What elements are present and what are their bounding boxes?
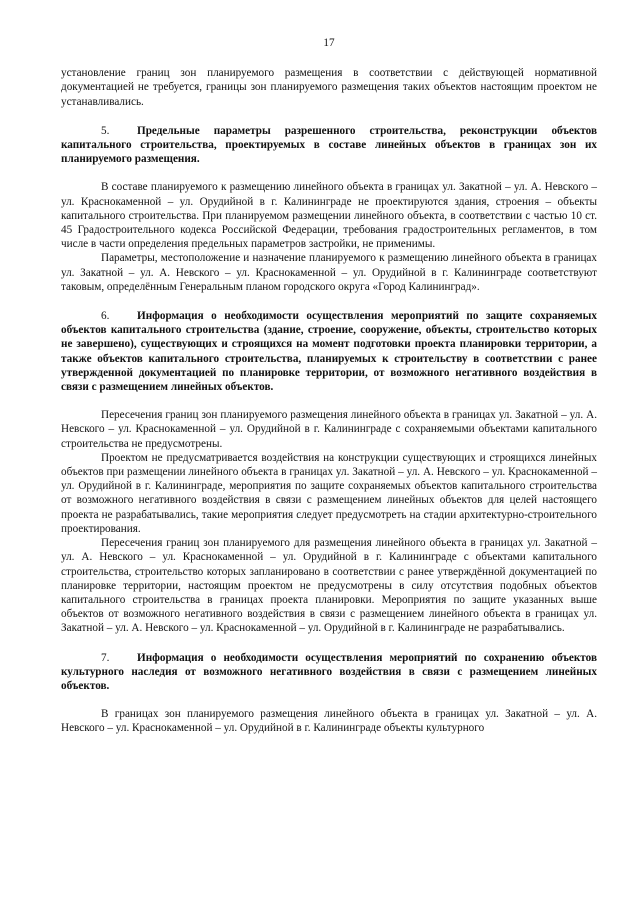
section-5-paragraph-1: В составе планируемого к размещению линейного объекта в границах ул. Закатной – ул. А. Невского – ул. Краснокаменной – ул. Орудийной в г. Калининграде не проектируются здания, строения – объекты капитального строительства. При планируемом размещении линейного объекта, в соответствии с частью 10 ст. 45 Градостроительного кодекса Российской Федерации, требования градостроительных регламентов, в том числе в части определения предельных параметров застройки, не применимы. — [61, 181, 597, 251]
section-5-paragraph-2: Параметры, местоположение и назначение планируемого к размещению линейного объекта в границах ул. Закатной – ул. А. Невского – ул. Краснокаменной – ул. Орудийной в г. Калининграде соответствуют таковым, определённым Генеральным планом городского округа «Город Калининград». — [61, 252, 597, 293]
section-6-paragraph-2: Проектом не предусматривается воздействия на конструкции существующих и строящихся линейных объектов при размещении линейного объекта в границах ул. Закатной – ул. А. Невского – ул. Краснокаменной – ул. Орудийной в г. Калининграде, мероприятия по защите сохраняемых объектов капитального строительства от возможного негативного воздействия в связи с размещением линейных объектов для целей настоящего проекта не разрабатывались, такие мероприятия следует предусмотреть на стадии архитектурно-строительного проектирования. — [61, 451, 597, 535]
section-6-heading — [61, 309, 597, 394]
page-number: 17 — [323, 37, 335, 49]
section-5-title: Предельные параметры разрешенного строительства, реконструкции объектов капитального строительства, проектируемых в составе линейных объектов в границах зон их планируемого размещения. — [61, 124, 597, 166]
intro-paragraph: установление границ зон планируемого размещения в соответствии с действующей нормативной документацией не требуется, границы зон планируемого размещения таких объектов настоящим проектом не устанавливались. — [61, 67, 597, 108]
section-5-heading — [61, 124, 597, 167]
section-7-title: Информация о необходимости осуществления мероприятий по сохранению объектов культурного наследия от возможного негативного воздействия в связи с размещением линейных объектов. — [61, 651, 597, 692]
section-6-paragraph-1: Пересечения границ зон планируемого размещения линейного объекта в границах ул. Закатной – ул. А. Невского – ул. Краснокаменной – ул. Орудийной в г. Калининграде с сохраняемыми объектами капитального строительства не предусмотрены. — [61, 409, 597, 450]
section-6-title: Информация о необходимости осуществления мероприятий по защите сохраняемых объектов капитального строительства (здание, строение, сооружение, объекты, строительство которых не завершено), существующих и строящихся на момент подготовки проекта планировки территории, а также объектов капитального строительства, планируемых к строительству в соответствии с ранее утвержденной документацией по планировке территории, от возможного негативного воздействия в связи с размещением линейных объектов. — [61, 310, 597, 394]
section-7-heading — [61, 651, 597, 694]
section-6-paragraph-3: Пересечения границ зон планируемого для размещения линейного объекта в границах ул. Закатной – ул. А. Невского – ул. Краснокаменной – ул. Орудийной в г. Калининграде с объектами капитального строительства, строительство которых запланировано в соответствии с ранее утверждённой документацией по планировке территории, настоящим проектом не предусмотрены в силу отсутствия подобных объектов капитального строительства в границах проекта планировки. Мероприятия по защите указанных выше объектов от возможного негативного воздействия в связи с размещением линейного объекта в границах ул. Закатной – ул. А. Невского – ул. Краснокаменной – ул. Орудийной в г. Калининграде не разрабатывались. — [61, 537, 597, 635]
section-7-paragraph-1: В границах зон планируемого размещения линейного объекта в границах ул. Закатной – ул. А. Невского – ул. Краснокаменной – ул. Орудийной в г. Калининграде объекты культурного — [61, 708, 597, 735]
section-6-number: 6. — [101, 310, 110, 323]
section-5-number: 5. — [101, 124, 110, 137]
section-7-number: 7. — [101, 651, 110, 664]
